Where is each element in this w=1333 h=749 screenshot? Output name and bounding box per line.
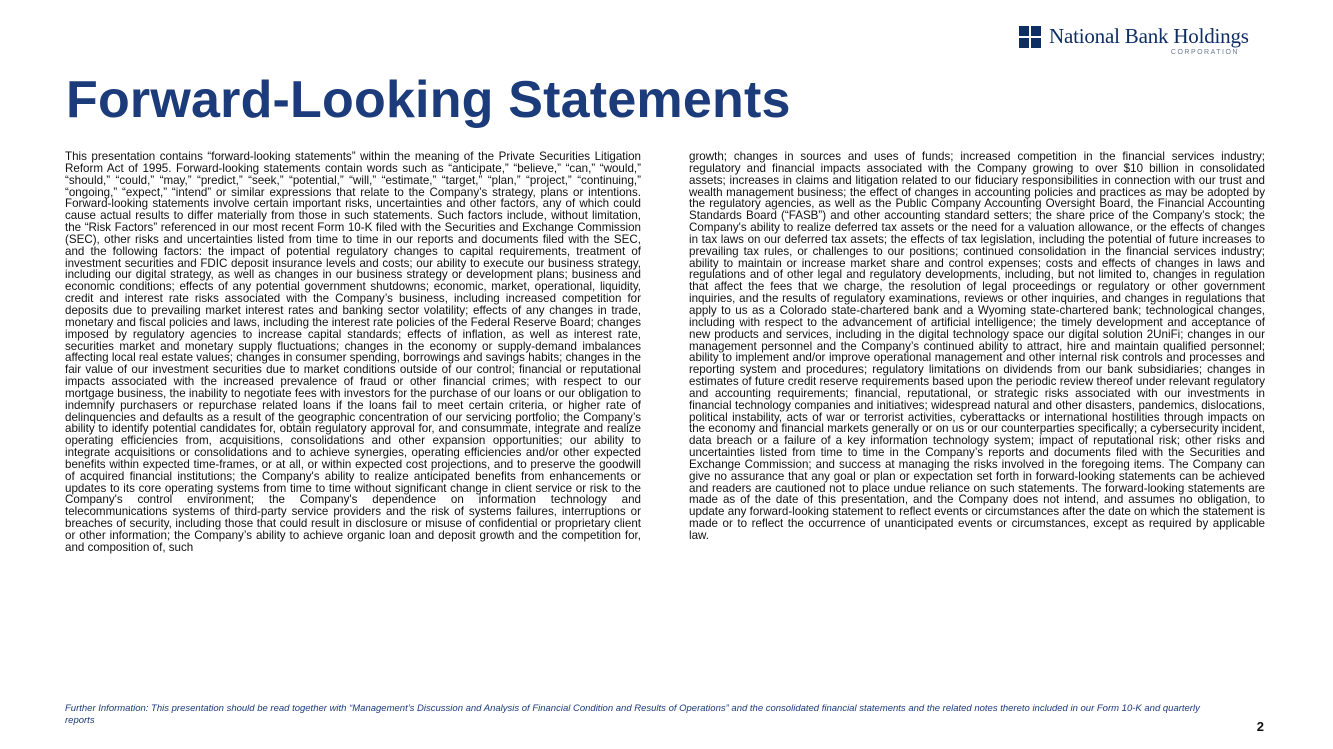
logo-name: National Bank Holdings	[1049, 24, 1249, 48]
body-text-left-column: This presentation contains “forward-looking statements” within the meaning of the Private Securities Litigation Reform Act of 1995. Forward-looking statements contain words such as “anticipate,” “believe,” “can,” “would,” “should,” “could,” “may,” “predict,” “seek,” “potential,” “will,” “estimate,” “target,” “plan,” “project,” “continuing,” “ongoing,” “expect,” “intend” or similar expressions that relate to the Company’s strategy, plans or intentions. Forward-looking statements involve certain important risks, uncertainties and other factors, any of which could cause actual results to differ materially from those in such statements. Such factors include, without limitation, the “Risk Factors” referenced in our most recent Form 10-K filed with the Securities and Exchange Commission (SEC), other risks and uncertainties listed from time to time in our reports and documents filed with the SEC, and the following factors: the impact of potential regulatory changes to capital requirements, treatment of investment securities and FDIC deposit insurance levels and costs; our ability to execute our business strategy, including our digital strategy, as well as changes in our business strategy or development plans; business and economic conditions; effects of any potential government shutdowns; economic, market, operational, liquidity, credit and interest rate risks associated with the Company’s business, including increased competition for deposits due to prevailing market interest rates and banking sector volatility; effects of any changes in trade, monetary and fiscal policies and laws, including the interest rate policies of the Federal Reserve Board; changes imposed by regulatory agencies to increase capital standards; effects of inflation, as well as interest rate, securities market and monetary supply fluctuations; changes in the economy or supply-demand imbalances affecting local real estate values; changes in consumer spending, borrowings and savings habits; changes in the fair value of our investment securities due to market conditions outside of our control; financial or reputational impacts associated with the increased prevalence of fraud or other financial crimes; with respect to our mortgage business, the inability to negotiate fees with investors for the purchase of our loans or our obligation to indemnify purchasers or repurchase related loans if the loans fail to meet certain criteria, or higher rate of delinquencies and defaults as a result of the geographic concentration of our servicing portfolio; the Company’s ability to identify potential candidates for, obtain regulatory approval for, and consummate, integrate and realize operating efficiencies from, acquisitions, consolidations and other expansion opportunities; our ability to integrate acquisitions or consolidations and to achieve synergies, operating efficiencies and/or other expected benefits within expected time-frames, or at all, or within expected cost projections, and to preserve the goodwill of acquired financial institutions; the Company's ability to realize anticipated benefits from enhancements or updates to its core operating systems from time to time without significant change in client service or risk to the Company's control environment; the Company's dependence on information technology and telecommunications systems of third-party service providers and the risk of systems failures, interruptions or breaches of security, including those that could result in disclosure or misuse of confidential or proprietary client or other information; the Company’s ability to achieve organic loan and deposit growth and the competition for, and composition of, such	[65, 150, 641, 554]
page-title: Forward-Looking Statements	[66, 71, 791, 129]
logo-subtitle: CORPORATION	[1170, 49, 1239, 56]
body-text-right-column: growth; changes in sources and uses of funds; increased competition in the financial services industry; regulatory and financial impacts associated with the Company growing to over $10 billion in consolidated assets; increases in claims and litigation related to our fiduciary responsibilities in connection with our trust and wealth management business; the effect of changes in accounting policies and practices as may be adopted by the regulatory agencies, as well as the Public Company Accounting Oversight Board, the Financial Accounting Standards Board (“FASB”) and other accounting standard setters; the share price of the Company’s stock; the Company's ability to realize deferred tax assets or the need for a valuation allowance, or the effects of changes in tax laws on our deferred tax assets; the effects of tax legislation, including the potential of future increases to prevailing tax rules, or challenges to our positions; continued consolidation in the financial services industry; ability to maintain or increase market share and control expenses; costs and effects of changes in laws and regulations and of other legal and regulatory developments, including, but not limited to, changes in regulation that affect the fees that we charge, the resolution of legal proceedings or regulatory or other government inquiries, and the results of regulatory examinations, reviews or other inquiries, and changes in regulations that apply to us as a Colorado state-chartered bank and a Wyoming state-chartered bank; technological changes, including with respect to the advancement of artificial intelligence; the timely development and acceptance of new products and services, including in the digital technology space our digital solution 2UniFi; changes in our management personnel and the Company’s continued ability to attract, hire and maintain qualified personnel; ability to implement and/or improve operational management and other internal risk controls and processes and reporting system and procedures; regulatory limitations on dividends from our bank subsidiaries; changes in estimates of future credit reserve requirements based upon the periodic review thereof under relevant regulatory and accounting requirements; financial, reputational, or strategic risks associated with our investments in financial technology companies and initiatives; widespread natural and other disasters, pandemics, dislocations, political instability, acts of war or terrorist activities, cyberattacks or international hostilities through impacts on the economy and financial markets generally or on us or our counterparties specifically; a cybersecurity incident, data breach or a failure of a key information technology system; impact of reputational risk; other risks and uncertainties listed from time to time in the Company’s reports and documents filed with the Securities and Exchange Commission; and success at managing the risks involved in the foregoing items. The Company can give no assurance that any goal or plan or expectation set forth in forward-looking statements can be achieved and readers are cautioned not to place undue reliance on such statements. The forward-looking statements are made as of the date of this presentation, and the Company does not intend, and assumes no obligation, to update any forward-looking statement to reflect events or circumstances after the date on which the statement is made or to reflect the occurrence of unanticipated events or circumstances, except as required by applicable law.	[689, 150, 1265, 542]
page-number: 2	[1256, 719, 1264, 734]
footnote: Further Information: This presentation should be read together with “Management’s Discussion and Analysis of Financial Condition and Results of Operations” and the consolidated financial statements and the related notes thereto included in our Form 10-K and quarterly reports	[65, 703, 1200, 726]
company-logo	[1015, 22, 1265, 62]
logo-squares-icon	[1019, 26, 1041, 48]
